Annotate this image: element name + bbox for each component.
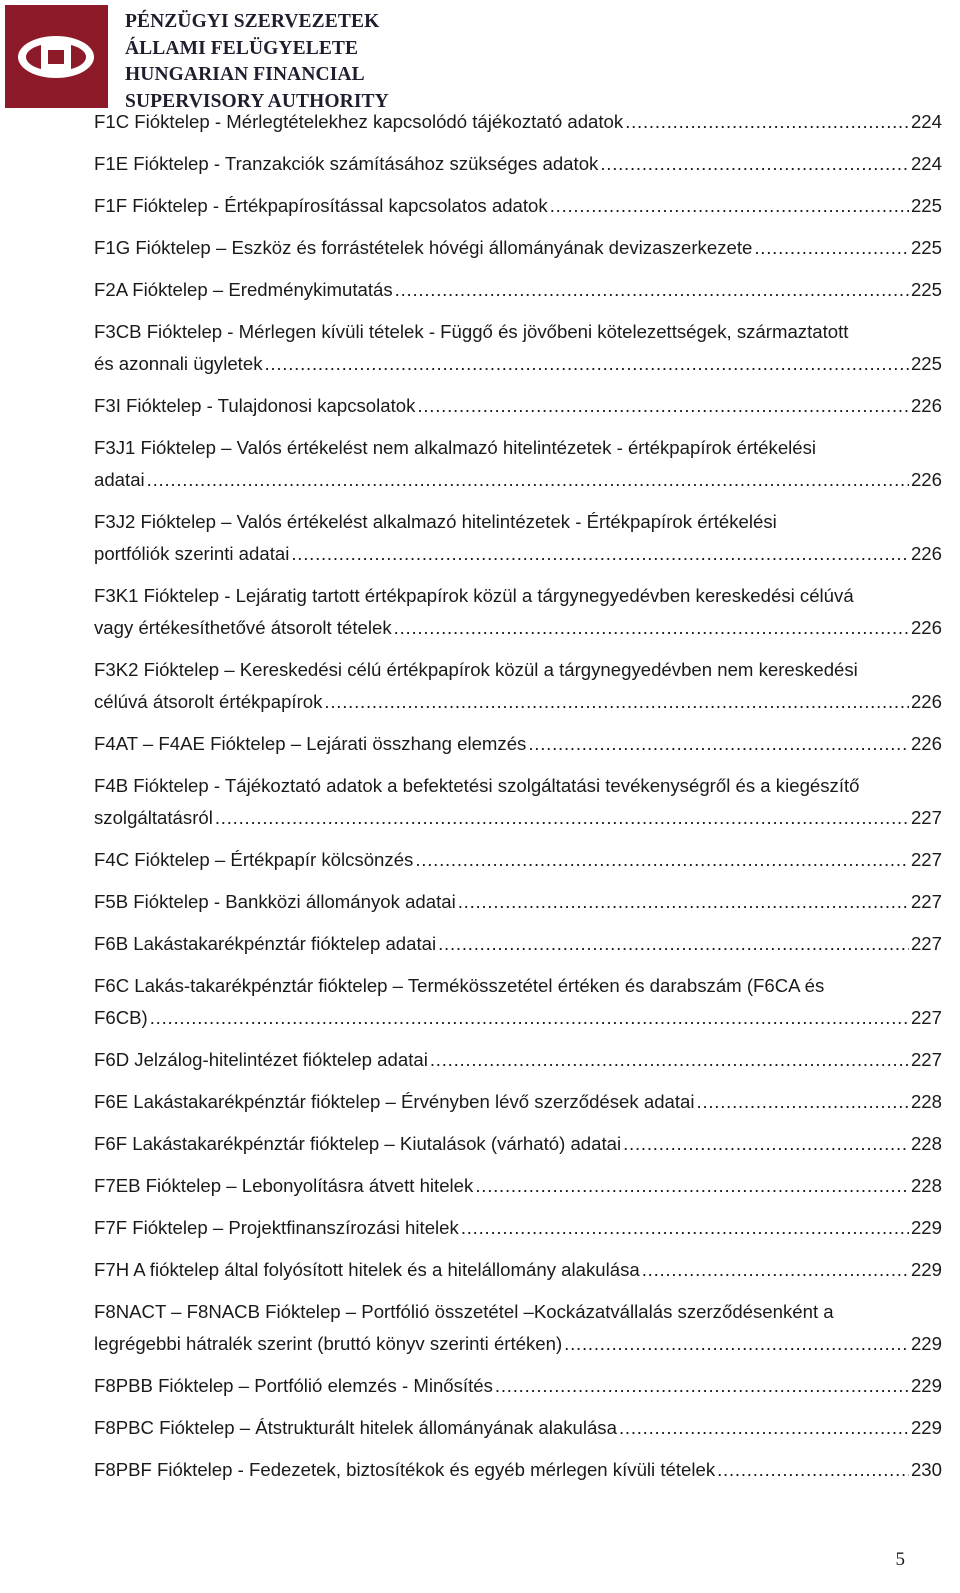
toc-entry-line: [94, 1044, 942, 1076]
toc-entry[interactable]: [94, 1370, 942, 1412]
toc-entry-title: F6C Lakás-takarékpénztár fióktelep – Termékösszetétel értéken és darabszám (F6CA és: [94, 975, 825, 996]
toc-page-number: 225: [910, 237, 942, 258]
toc-entry[interactable]: [94, 886, 942, 928]
toc-entry[interactable]: [94, 1086, 942, 1128]
organization-name: [125, 9, 389, 115]
dot-leader: [430, 1044, 909, 1076]
toc-page-number: 227: [910, 1049, 942, 1070]
toc-entry-title-continued: vagy értékesíthetővé átsorolt tételek: [94, 617, 392, 638]
toc-page-number: 226: [910, 691, 942, 712]
toc-page-number: 227: [910, 891, 942, 912]
toc-page-number: 229: [910, 1375, 942, 1396]
toc-entry-title: F6D Jelzálog-hitelintézet fióktelep adatai: [94, 1049, 428, 1070]
dot-leader: [564, 1328, 909, 1360]
org-name-line: ÁLLAMI FELÜGYELETE: [125, 37, 359, 59]
dot-leader: [438, 928, 909, 960]
toc-page-number: 224: [910, 111, 942, 132]
toc-entry[interactable]: [94, 1170, 942, 1212]
dot-leader: [458, 886, 909, 918]
toc-entry-title: F8PBC Fióktelep – Átstrukturált hitelek állományának alakulása: [94, 1417, 617, 1438]
toc-entry-line: [94, 274, 942, 306]
toc-page-number: 227: [910, 807, 942, 828]
toc-entry[interactable]: [94, 1296, 942, 1370]
toc-entry-line: [94, 612, 942, 644]
toc-entry-title: F6B Lakástakarékpénztár fióktelep adatai: [94, 933, 437, 954]
toc-entry-title: F7H A fióktelep által folyósított hitelek és a hitelállomány alakulása: [94, 1259, 640, 1280]
toc-page-number: 230: [910, 1459, 942, 1480]
toc-entry-line: [94, 1328, 942, 1360]
page-number: 5: [895, 1549, 905, 1570]
toc-entry[interactable]: [94, 390, 942, 432]
toc-entry-line: [94, 1454, 942, 1486]
dot-leader: [395, 274, 909, 306]
toc-page-number: 226: [910, 733, 942, 754]
toc-entry-line: [94, 190, 942, 222]
toc-page-number: 229: [910, 1217, 942, 1238]
org-name-line: PÉNZÜGYI SZERVEZETEK: [125, 11, 380, 32]
toc-entry-title-continued: és azonnali ügyletek: [94, 353, 263, 374]
toc-entry[interactable]: [94, 844, 942, 886]
toc-entry-title: F1G Fióktelep – Eszköz és forrástételek hóvégi állományának devizaszerkezete: [94, 237, 753, 258]
toc-entry[interactable]: [94, 1044, 942, 1086]
dot-leader: [717, 1454, 909, 1486]
toc-page-number: 226: [910, 543, 942, 564]
toc-entry[interactable]: [94, 190, 942, 232]
toc-entry-title: F3J1 Fióktelep – Valós értékelést nem alkalmazó hitelintézetek - értékpapírok értékelési: [94, 437, 817, 458]
dot-leader: [528, 728, 909, 760]
dot-leader: [550, 190, 909, 222]
dot-leader: [697, 1086, 909, 1118]
toc-entry-line: [94, 802, 942, 834]
toc-page-number: 228: [910, 1133, 942, 1154]
toc-entry-title: F4B Fióktelep - Tájékoztató adatok a befektetési szolgáltatási tevékenységről és a kiegészítő: [94, 775, 860, 796]
toc-entry[interactable]: [94, 928, 942, 970]
toc-entry-title: F3K2 Fióktelep – Kereskedési célú értékpapírok közül a tárgynegyedévben nem kereskedési: [94, 659, 858, 680]
toc-entry[interactable]: [94, 432, 942, 506]
toc-entry-title: F4C Fióktelep – Értékpapír kölcsönzés: [94, 849, 414, 870]
dot-leader: [475, 1170, 909, 1202]
dot-leader: [623, 1128, 909, 1160]
toc-entry[interactable]: [94, 654, 942, 728]
toc-entry-line: [94, 1170, 942, 1202]
toc-page-number: 227: [910, 849, 942, 870]
toc-entry[interactable]: [94, 148, 942, 190]
toc-entry-line: [94, 686, 942, 718]
toc-page-number: 229: [910, 1333, 942, 1354]
dot-leader: [324, 686, 909, 718]
toc-entry-title-continued: F6CB): [94, 1007, 148, 1028]
toc-page-number: 228: [910, 1091, 942, 1112]
toc-entry-line: [94, 538, 942, 570]
org-name-line: HUNGARIAN FINANCIAL: [125, 64, 365, 85]
toc-entry-line: [94, 390, 942, 422]
toc-entry-line: [94, 928, 942, 960]
toc-page-number: 229: [910, 1259, 942, 1280]
toc-entry-line: [94, 232, 942, 264]
toc-entry-title: F1E Fióktelep - Tranzakciók számításához szükséges adatok: [94, 153, 599, 174]
toc-entry[interactable]: [94, 1412, 942, 1454]
toc-entry-line: [94, 1212, 942, 1244]
toc-entry-title-continued: legrégebbi hátralék szerint (bruttó könyv szerinti értéken): [94, 1333, 563, 1354]
toc-entry[interactable]: [94, 1128, 942, 1170]
dot-leader: [642, 1254, 909, 1286]
toc-entry-title: F8PBB Fióktelep – Portfólió elemzés - Minősítés: [94, 1375, 493, 1396]
toc-entry[interactable]: [94, 970, 942, 1044]
toc-entry-title: F3J2 Fióktelep – Valós értékelést alkalmazó hitelintézetek - Értékpapírok értékelési: [94, 511, 777, 532]
dot-leader: [415, 844, 909, 876]
toc-entry-line: [94, 348, 942, 380]
toc-entry-line: [94, 728, 942, 760]
dot-leader: [394, 612, 909, 644]
table-of-contents: [94, 106, 942, 1496]
dot-leader: [600, 148, 909, 180]
toc-entry-line: [94, 886, 942, 918]
toc-entry-title-continued: célúvá átsorolt értékpapírok: [94, 691, 323, 712]
org-name-line: SUPERVISORY AUTHORITY: [125, 90, 389, 112]
toc-entry[interactable]: [94, 1454, 942, 1496]
toc-entry[interactable]: [94, 232, 942, 274]
toc-entry[interactable]: [94, 580, 942, 654]
toc-entry-title: F7EB Fióktelep – Lebonyolításra átvett hitelek: [94, 1175, 474, 1196]
psza-logo-icon: [5, 5, 108, 108]
toc-page-number: 227: [910, 933, 942, 954]
toc-entry-title: F3K1 Fióktelep - Lejáratig tartott értékpapírok közül a tárgynegyedévben kereskedési célúvá: [94, 585, 854, 606]
toc-page-number: 229: [910, 1417, 942, 1438]
toc-entry-line: [94, 1086, 942, 1118]
toc-page-number: 226: [910, 617, 942, 638]
toc-entry-line: [94, 844, 942, 876]
toc-entry[interactable]: [94, 106, 942, 148]
toc-entry-title: F4AT – F4AE Fióktelep – Lejárati összhang elemzés: [94, 733, 527, 754]
toc-entry-title: F6E Lakástakarékpénztár fióktelep – Érvényben lévő szerződések adatai: [94, 1091, 695, 1112]
toc-page-number: 226: [910, 395, 942, 416]
toc-entry-title: F5B Fióktelep - Bankközi állományok adatai: [94, 891, 456, 912]
toc-entry-line: [94, 148, 942, 180]
toc-page-number: 227: [910, 1007, 942, 1028]
toc-entry-title: F2A Fióktelep – Eredménykimutatás: [94, 279, 393, 300]
toc-entry[interactable]: [94, 506, 942, 580]
toc-entry[interactable]: [94, 1212, 942, 1254]
toc-entry[interactable]: [94, 274, 942, 316]
dot-leader: [147, 464, 909, 496]
dot-leader: [417, 390, 909, 422]
dot-leader: [215, 802, 909, 834]
toc-page-number: 228: [910, 1175, 942, 1196]
dot-leader: [150, 1002, 909, 1034]
toc-entry-title: F1C Fióktelep - Mérlegtételekhez kapcsolódó tájékoztató adatok: [94, 111, 624, 132]
toc-page-number: 226: [910, 469, 942, 490]
toc-entry-line: [94, 1254, 942, 1286]
dot-leader: [619, 1412, 909, 1444]
dot-leader: [625, 106, 909, 138]
dot-leader: [495, 1370, 909, 1402]
toc-page-number: 224: [910, 153, 942, 174]
toc-page-number: 225: [910, 195, 942, 216]
dot-leader: [754, 232, 909, 264]
toc-entry-title-continued: portfóliók szerinti adatai: [94, 543, 290, 564]
toc-entry[interactable]: [94, 770, 942, 844]
toc-entry-line: [94, 1370, 942, 1402]
dot-leader: [461, 1212, 909, 1244]
toc-entry-title: F1F Fióktelep - Értékpapírosítással kapcsolatos adatok: [94, 195, 548, 216]
toc-entry[interactable]: [94, 1254, 942, 1296]
toc-entry-title: F3CB Fióktelep - Mérlegen kívüli tételek - Függő és jövőbeni kötelezettségek, származtatott: [94, 321, 849, 342]
toc-entry-title: F6F Lakástakarékpénztár fióktelep – Kiutalások (várható) adatai: [94, 1133, 622, 1154]
toc-entry-title: F3I Fióktelep - Tulajdonosi kapcsolatok: [94, 395, 416, 416]
toc-entry-title: F8PBF Fióktelep - Fedezetek, biztosítékok és egyéb mérlegen kívüli tételek: [94, 1459, 716, 1480]
toc-entry-title-continued: adatai: [94, 469, 145, 490]
dot-leader: [291, 538, 909, 570]
toc-entry-line: [94, 464, 942, 496]
toc-entry[interactable]: [94, 728, 942, 770]
toc-entry-line: [94, 106, 942, 138]
toc-entry-line: [94, 1412, 942, 1444]
page-header: [5, 5, 389, 112]
toc-page-number: 225: [910, 353, 942, 374]
toc-entry-line: [94, 1128, 942, 1160]
toc-entry-line: [94, 1002, 942, 1034]
toc-entry[interactable]: [94, 316, 942, 390]
toc-entry-title-continued: szolgáltatásról: [94, 807, 213, 828]
toc-entry-title: F7F Fióktelep – Projektfinanszírozási hitelek: [94, 1217, 459, 1238]
dot-leader: [265, 348, 909, 380]
toc-entry-title: F8NACT – F8NACB Fióktelep – Portfólió összetétel –Kockázatvállalás szerződésenként a: [94, 1301, 834, 1322]
toc-page-number: 225: [910, 279, 942, 300]
